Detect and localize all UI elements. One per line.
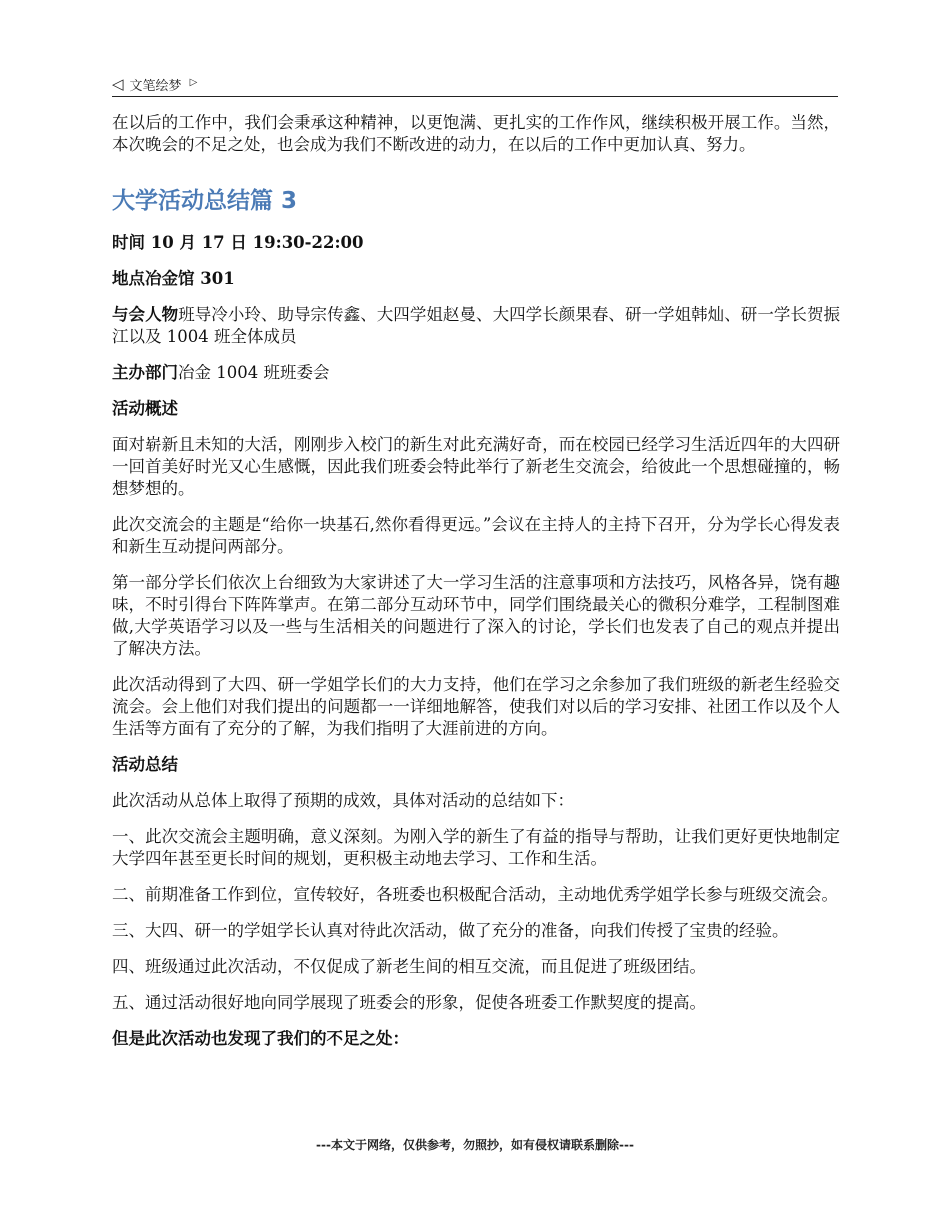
summary-heading: 活动总结 xyxy=(112,755,178,774)
summary-point-5: 五、通过活动很好地向同学展现了班委会的形象，促使各班委工作默契度的提高。 xyxy=(112,993,706,1012)
overview-paragraph-2: 此次交流会的主题是“给你一块基石,然你看得更远。”会议在主持人的主持下召开，分为学长心得发表和新生互动提问两部分。 xyxy=(112,515,840,556)
organizer xyxy=(112,362,840,384)
summary-point-4: 四、班级通过此次活动，不仅促成了新老生间的相互交流，而且促进了班级团结。 xyxy=(112,957,706,976)
summary-point-2: 二、前期准备工作到位，宣传较好，各班委也积极配合活动，主动地优秀学姐学长参与班级交流会。 xyxy=(112,885,838,904)
intro-paragraph: 在以后的工作中，我们会秉承这种精神，以更饱满、更扎实的工作作风，继续积极开展工作。当然，本次晚会的不足之处，也会成为我们不断改进的动力，在以后的工作中更加认真、努力。 xyxy=(112,113,840,154)
document-body xyxy=(112,112,840,1064)
summary-point-1: 一、此次交流会主题明确，意义深刻。为刚入学的新生了有益的指导与帮助，让我们更好更快地制定大学四年甚至更长时间的规划，更积极主动地去学习、工作和生活。 xyxy=(112,827,840,868)
event-place: 地点冶金馆 301 xyxy=(112,269,235,288)
overview-paragraph-1: 面对崭新且未知的大活，刚刚步入校门的新生对此充满好奇，而在校园已经学习生活近四年的大四研一回首美好时光又心生感慨，因此我们班委会特此举行了新老生交流会，给彼此一个思想碰撞的，畅想梦想的。 xyxy=(112,435,840,498)
overview-heading: 活动概述 xyxy=(112,399,178,418)
brand-name: 文笔绘梦 xyxy=(129,78,182,94)
triangle-left-icon: ◁ xyxy=(112,75,124,93)
organizer-text: 冶金 1004 班班委会 xyxy=(178,363,330,382)
overview-paragraph-4: 此次活动得到了大四、研一学姐学长们的大力支持，他们在学习之余参加了我们班级的新老生经验交流会。会上他们对我们提出的问题都一一详细地解答，使我们对以后的学习安排、社团工作以及个人生活等方面有了充分的了解，为我们指明了大涯前进的方向。 xyxy=(112,675,840,738)
overview-paragraph-3: 第一部分学长们依次上台细致为大家讲述了大一学习生活的注意事项和方法技巧，风格各异，饶有趣味，不时引得台下阵阵掌声。在第二部分互动环节中，同学们围绕最关心的微积分难学，工程制图难做,大学英语学习以及一些与生活相关的问题进行了深入的讨论，学长们也发表了自己的观点并提出了解决方法。 xyxy=(112,573,840,658)
page-header xyxy=(112,72,838,97)
summary-intro: 此次活动从总体上取得了预期的成效，具体对活动的总结如下： xyxy=(112,791,574,810)
triangle-right-icon: ▷ xyxy=(189,76,198,88)
attendees-label: 与会人物 xyxy=(112,305,179,324)
event-time: 时间 10 月 17 日 19:30-22:00 xyxy=(112,233,364,252)
page-footer: ---本文于网络，仅供参考，勿照抄，如有侵权请联系删除--- xyxy=(316,1138,634,1152)
attendees xyxy=(112,304,840,348)
shortcoming-heading: 但是此次活动也发现了我们的不足之处： xyxy=(112,1029,409,1048)
attendees-text: 班导冷小玲、助导宗传鑫、大四学姐赵曼、大四学长颜果春、研一学姐韩灿、研一学长贺振江以及 1004 班全体成员 xyxy=(112,305,841,346)
summary-point-3: 三、大四、研一的学姐学长认真对待此次活动，做了充分的准备，向我们传授了宝贵的经验。 xyxy=(112,921,789,940)
section-title: 大学活动总结篇 3 xyxy=(112,188,298,214)
organizer-label: 主办部门 xyxy=(112,363,178,382)
